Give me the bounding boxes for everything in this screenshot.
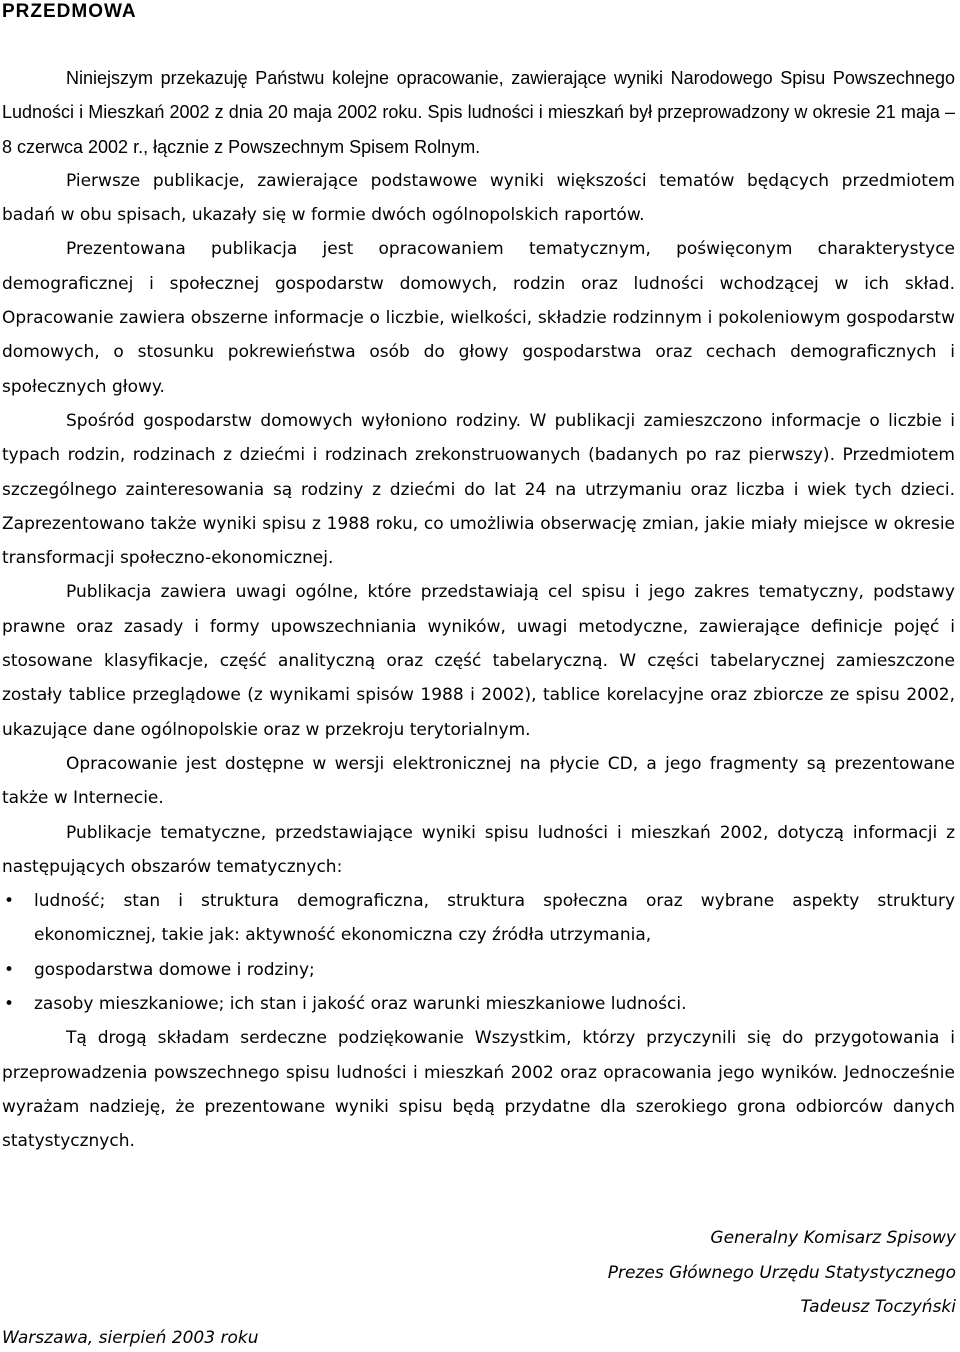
- signature-name: Tadeusz Toczyński: [800, 1297, 956, 1317]
- bullet-icon: •: [4, 891, 15, 912]
- list-item: [2, 884, 955, 953]
- signature-block: [608, 1221, 956, 1325]
- list-item-text: ludność; stan i struktura demograficzna, struktura społeczna oraz wybrane aspekty struktury ekonomicznej, takie jak: aktywność ekonomiczna czy źródła utrzymania,: [34, 891, 955, 946]
- paragraph-first-publications: Pierwsze publikacje, zawierające podstawowe wyniki większości tematów będących przedmiotem badań w obu spisach, ukazały się w formie dwóch ogólnopolskich raportów.: [2, 170, 955, 226]
- signature-position: Prezes Głównego Urzędu Statystycznego: [607, 1262, 956, 1283]
- paragraph-publication-description: Prezentowana publikacja jest opracowaniem tematycznym, poświęconym charakterystyce demograficznej i społecznej gospodarstw domowych, rodzin oraz ludności wchodzącej w ich skład. Opracowanie zawiera obszerne informacje o liczbie, wielkości, składzie rodzinnym i pokoleniowym gospodarstw domowych, o stosunku pokrewieństwa osób do głowy gospodarstwa oraz cechach demograficznych i społecznych głowy.: [2, 239, 955, 397]
- bullet-icon: •: [4, 994, 15, 1015]
- bullet-icon: •: [4, 959, 15, 980]
- signature-title: Generalny Komisarz Spisowy: [710, 1228, 956, 1248]
- body-text: [2, 61, 955, 1159]
- paragraph-acknowledgement: Tą drogą składam serdeczne podziękowanie Wszystkim, którzy przyczynili się do przygotowania i przeprowadzenia powszechnego spisu ludności i mieszkań 2002 oraz opracowania jego wyników. Jednocześnie wyrażam nadzieję, że prezentowane wyniki spisu będą przydatne dla szerokiego grona odbiorców danych statystycznych.: [2, 1028, 955, 1152]
- paragraph-intro: [2, 61, 955, 164]
- paragraph-intro-part1: Niniejszym przekazuję Państwu kolejne opracowanie, zawierające wyniki Narodowego Spisu Powszechnego Ludności i Mieszkań 2002 z dnia 20 maja 2002 roku. Spis ludności i mieszkań był przeprowadzony w okresie 21 maja – 8 czerwca 2002 r., łącznie z Powszechnym Spisem Rolnym.: [2, 68, 955, 157]
- list-item: [2, 987, 955, 1021]
- paragraph-contents: Publikacja zawiera uwagi ogólne, które przedstawiają cel spisu i jego zakres tematyczny, podstawy prawne oraz zasady i formy upowszechniania wyników, uwagi metodyczne, zawierające definicje pojęć i stosowane klasyfikacje, część analityczną oraz część tabelaryczną. W części tabelarycznej zamieszczone zostały tablice przeglądowe (z wynikami spisów 1988 i 2002), tablice korelacyjne oraz zbiorcze ze spisu 2002, ukazujące dane ogólnopolskie oraz w przekroju terytorialnym.: [2, 582, 955, 740]
- page-title: PRZEDMOWA: [2, 1, 137, 22]
- list-item: [2, 953, 955, 987]
- thematic-areas-list: [2, 884, 955, 1021]
- list-item-text: zasoby mieszkaniowe; ich stan i jakość oraz warunki mieszkaniowe ludności.: [34, 994, 687, 1015]
- place-date: Warszawa, sierpień 2003 roku: [2, 1328, 259, 1348]
- list-item-text: gospodarstwa domowe i rodziny;: [34, 959, 315, 980]
- paragraph-electronic-version: Opracowanie jest dostępne w wersji elektronicznej na płycie CD, a jego fragmenty są prezentowane także w Internecie.: [2, 753, 955, 809]
- paragraph-thematic-publications: Publikacje tematyczne, przedstawiające wyniki spisu ludności i mieszkań 2002, dotyczą informacji z następujących obszarów tematycznych:: [2, 822, 955, 877]
- paragraph-families: Spośród gospodarstw domowych wyłoniono rodziny. W publikacji zamieszczono informacje o liczbie i typach rodzin, rodzinach z dziećmi i rodzinach zrekonstruowanych (badanych po raz pierwszy). Przedmiotem szczególnego zainteresowania są rodziny z dziećmi do lat 24 na utrzymaniu oraz liczba i wiek tych dzieci. Zaprezentowano także wyniki spisu z 1988 roku, co umożliwia obserwację zmian, jakie miały miejsce w okresie transformacji społeczno-ekonomicznej.: [2, 410, 955, 569]
